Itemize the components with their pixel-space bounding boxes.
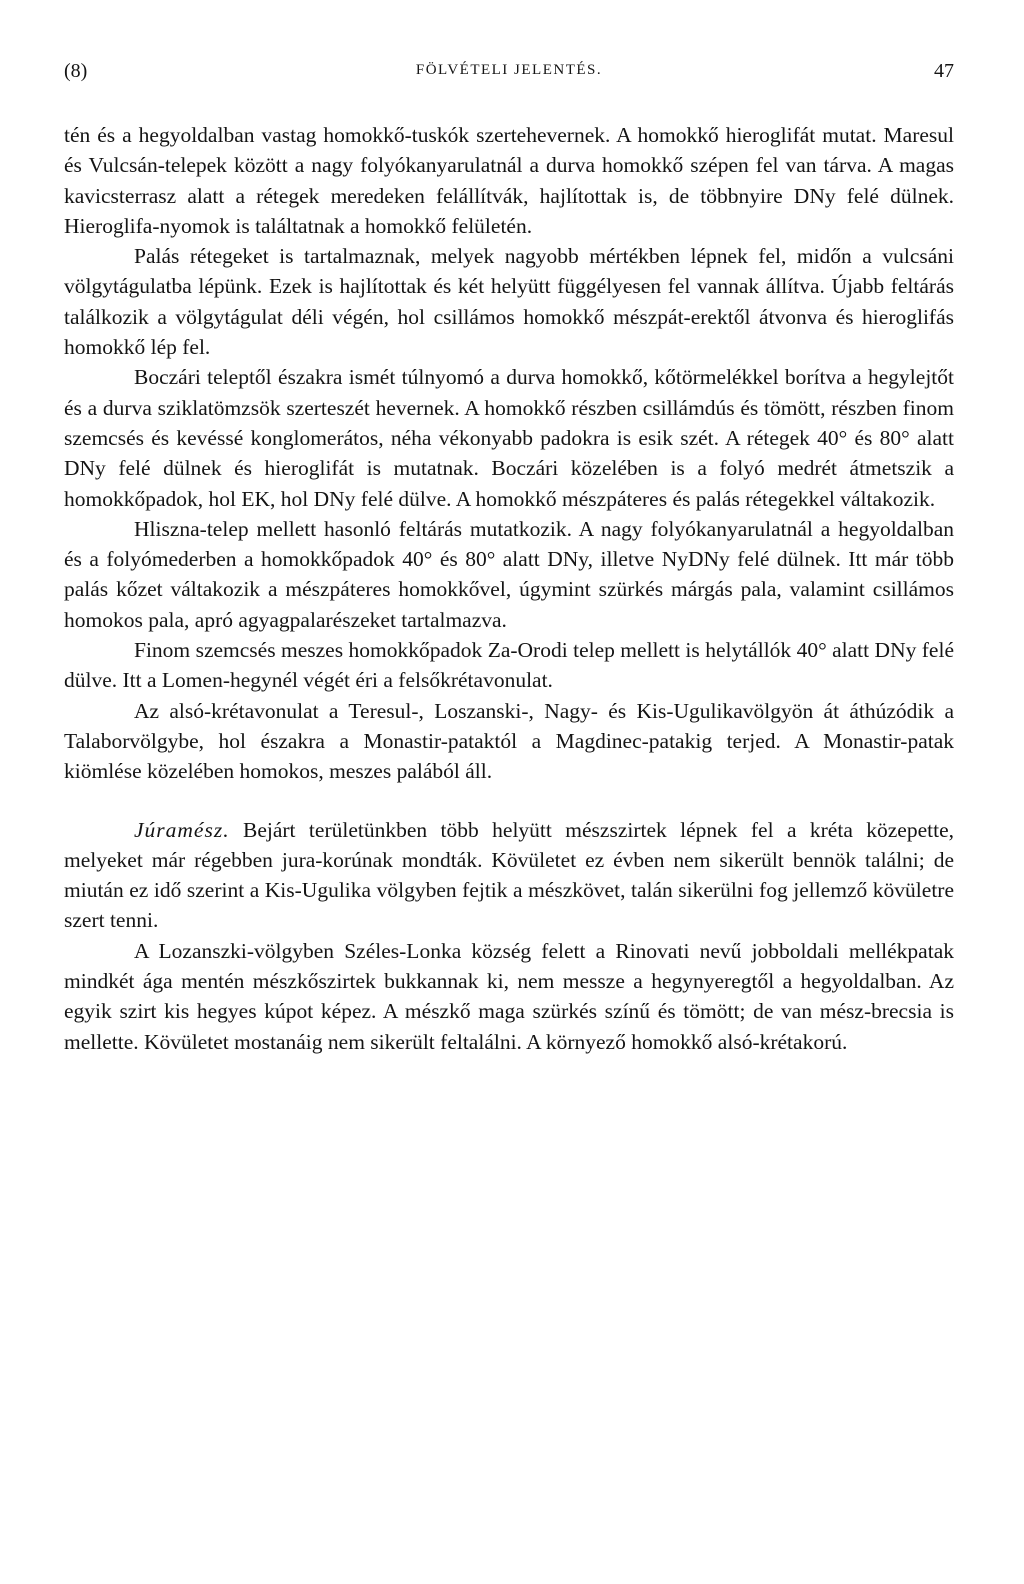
jura-text: Bejárt területünkben több helyütt mészszirtek lépnek fel a kréta közepette, melyeket már régebben jura-korúnak mondták. Kövületet ez évben nem sikerült bennök találni; de miután ez idő szerint a Kis-Ugulika völgyben fejtik a mészkövet, talán sikerülni fog jellemző kövületre szert tenni.	[64, 817, 954, 933]
running-title: FÖLVÉTELI JELENTÉS.	[415, 62, 603, 78]
page-section-number: (8)	[64, 60, 88, 82]
page-number: 47	[934, 60, 954, 82]
paragraph: A Lozanszki-völgyben Széles-Lonka község felett a Rinovati nevű jobboldali mellékpatak mindkét ága mentén mészkőszirtek bukkannak ki, nem messze a hegynyeregtől a hegyoldalban. Az egyik szirt kis hegyes kúpot képez. A mészkő maga szürkés színű és tömött; de van mész-brecsia is mellette. Kövületet mostanáig nem sikerült feltalálni. A környező homokkő alsó-krétakorú.	[64, 938, 954, 1054]
section-title-jura: Júramész.	[134, 817, 230, 842]
paragraph: Finom szemcsés meszes homokkőpadok Za-Orodi telep mellett is helytállók 40° alatt DNy felé dülve. Itt a Lomen-hegynél végét éri a felsőkrétavonulat.	[64, 638, 954, 693]
running-header	[64, 52, 954, 92]
paragraph-continued: tén és a hegyoldalban vastag homokkő-tuskók szertehevernek. A homokkő hieroglifát mutat. Maresul és Vulcsán-telepek között a nagy folyókanyarulatnál a durva homokkő szépen fel van tárva. A magas kavicsterrasz alatt a rétegek meredeken felállítvák, hajlítottak is, de többnyire DNy felé dülnek. Hieroglifa-nyomok is találtatnak a homokkő felületén.	[64, 123, 954, 238]
paragraph: Hliszna-telep mellett hasonló feltárás mutatkozik. A nagy folyókanyarulatnál a hegyoldalban és a folyómederben a homokkőpadok 40° és 80° alatt DNy, illetve NyDNy felé dülnek. Itt már több palás kőzet váltakozik a mészpáteres homokkővel, úgymint szürkés márgás pala, valamint csillámos homokos pala, apró agyagpalarészeket tartalmazva.	[64, 516, 954, 632]
document-page	[64, 52, 954, 1057]
body-text	[64, 120, 954, 1057]
paragraph: Palás rétegeket is tartalmaznak, melyek nagyobb mértékben lépnek fel, midőn a vulcsáni völgytágulatba lépünk. Ezek is hajlítottak és két helyütt függélyesen fel vannak állítva. Újabb feltárás találkozik a völgytágulat déli végén, hol csillámos homokkő mészpát-erektől átvonva és hieroglifás homokkő lép fel.	[64, 244, 954, 360]
jura-section-paragraph	[64, 815, 954, 936]
paragraph: Boczári teleptől északra ismét túlnyomó a durva homokkő, kőtörmelékkel borítva a hegylejtőt és a durva sziklatömzsök szerteszét hevernek. A homokkő részben csillámdús és tömött, részben finom szemcsés és kevéssé konglomerátos, néha vékonyabb padokra is esik szét. A rétegek 40° és 80° alatt DNy felé dülnek és hieroglifát is mutatnak. Boczári közelében is a folyó medrét átmetszik a homokkőpadok, hol EK, hol DNy felé dülve. A homokkő mészpáteres és palás rétegekkel váltakozik.	[64, 365, 954, 511]
paragraph: Az alsó-krétavonulat a Teresul-, Loszanski-, Nagy- és Kis-Ugulikavölgyön át áthúzódik a Talaborvölgybe, hol északra a Monastir-pataktól a Magdinec-patakig terjed. A Monastir-patak kiömlése közelében homokos, meszes palából áll.	[64, 698, 954, 784]
